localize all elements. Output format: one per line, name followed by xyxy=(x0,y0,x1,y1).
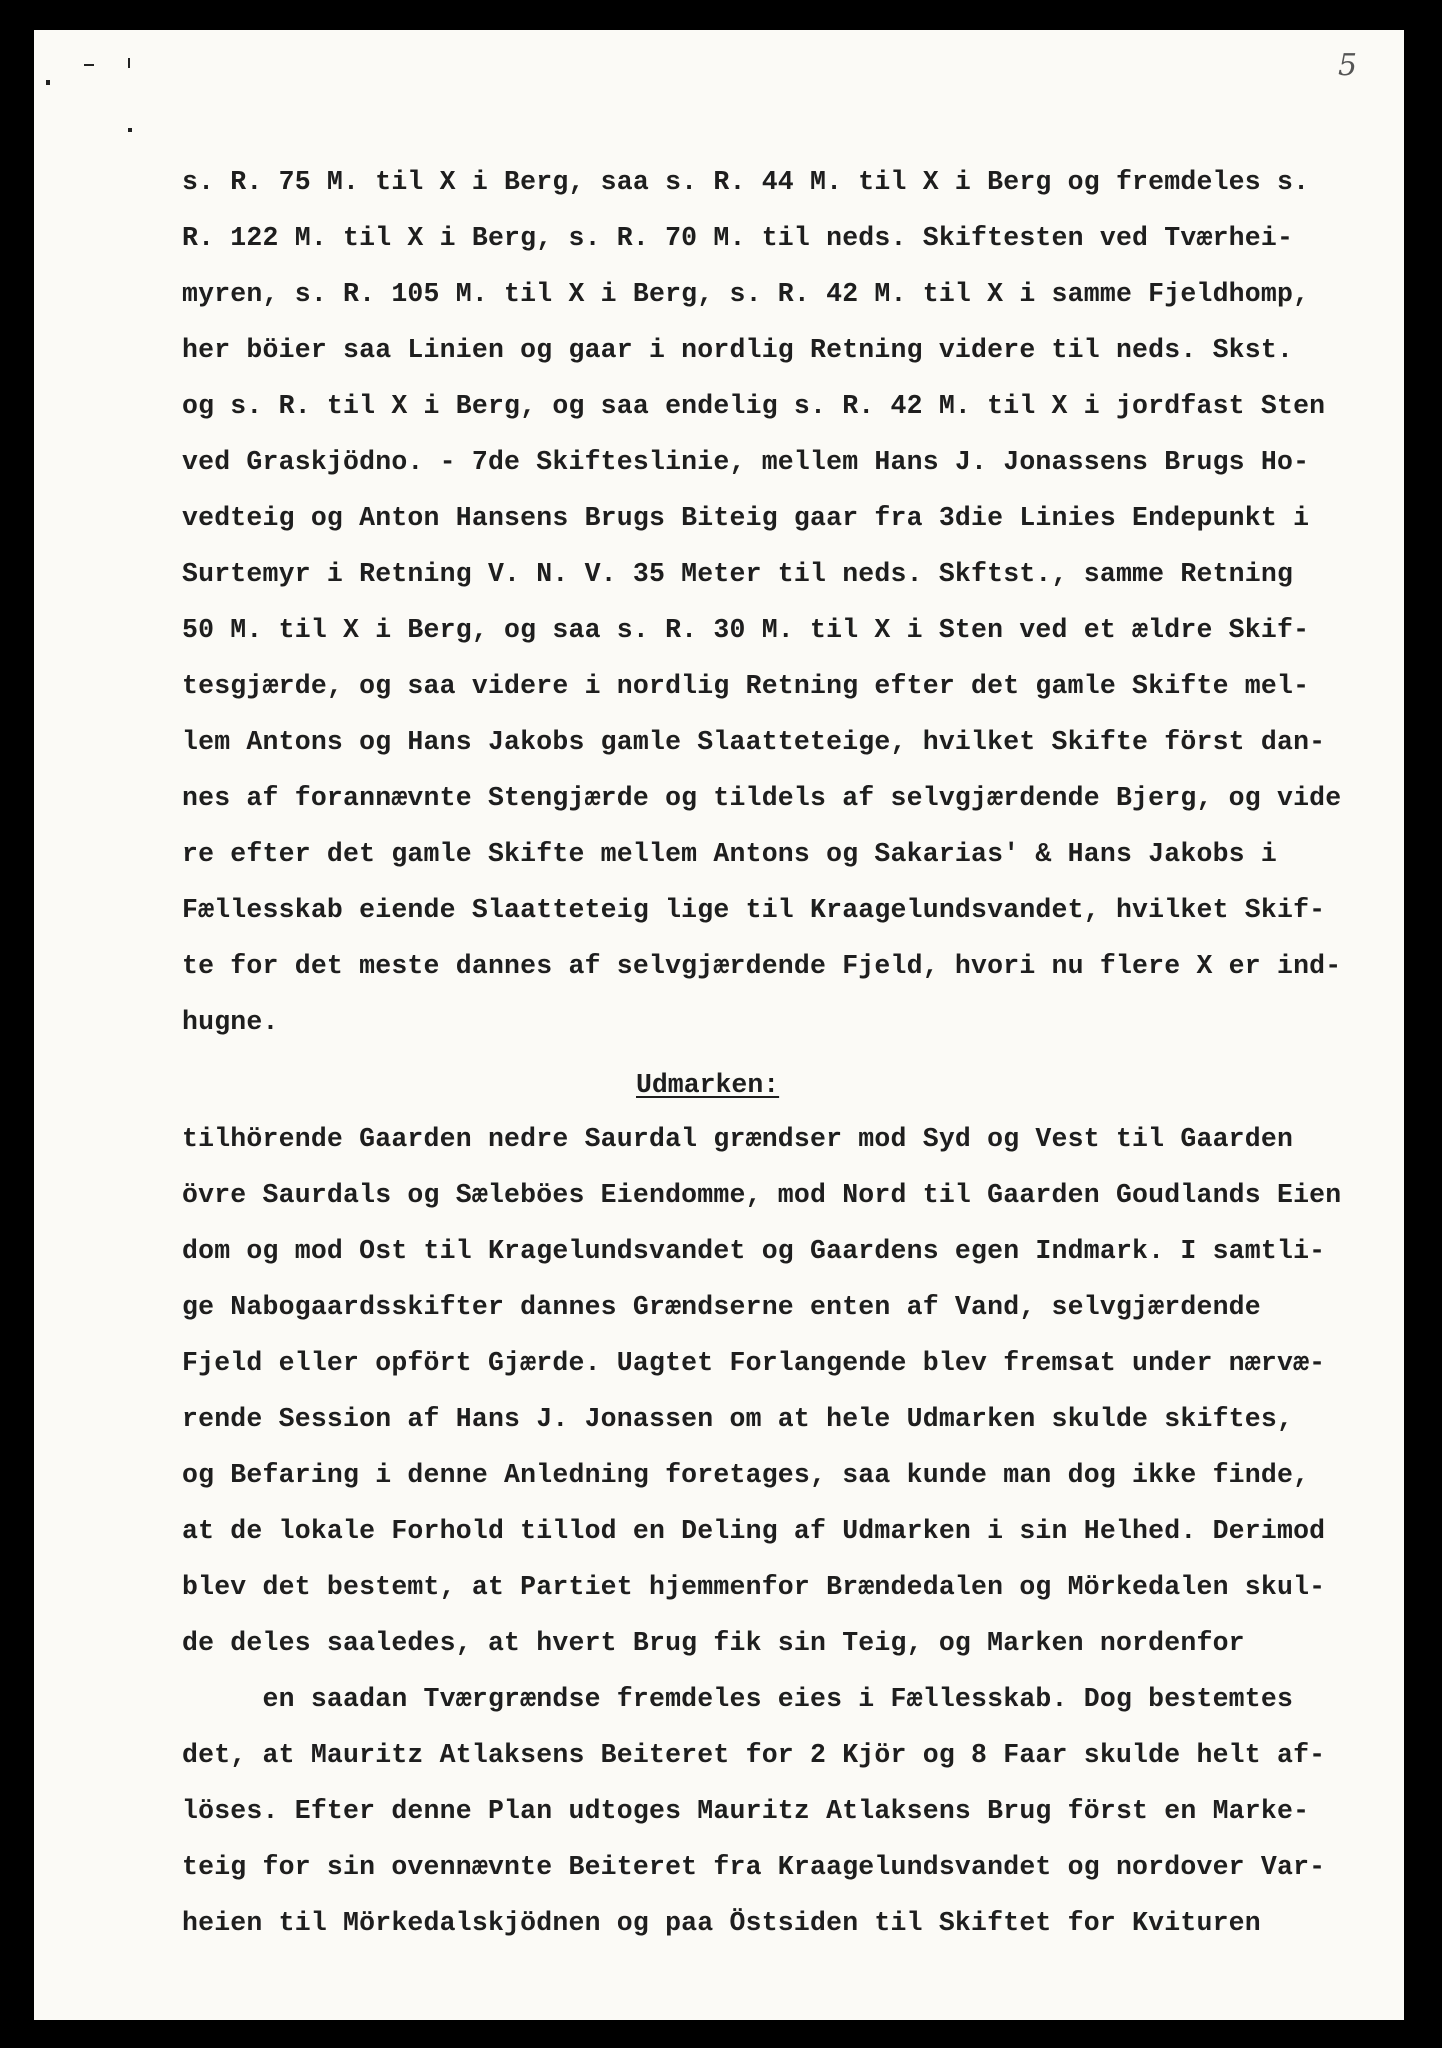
text-line: myren, s. R. 105 M. til X i Berg, s. R. 42 M. til X i samme Fjeldhomp, xyxy=(182,279,1310,309)
text-line: Fællesskab eiende Slaatteteig lige til Kraagelundsvandet, hvilket Skif- xyxy=(182,895,1326,925)
text-line: löses. Efter denne Plan udtoges Mauritz Atlaksens Brug först en Marke- xyxy=(182,1796,1310,1826)
margin-mark xyxy=(128,58,130,68)
text-line: 50 M. til X i Berg, og saa s. R. 30 M. til X i Sten ved et ældre Skif- xyxy=(182,615,1310,645)
text-line: blev det bestemt, at Partiet hjemmenfor Brændedalen og Mörkedalen skul- xyxy=(182,1572,1326,1602)
text-line: det, at Mauritz Atlaksens Beiteret for 2 Kjör og 8 Faar skulde helt af- xyxy=(182,1740,1326,1770)
text-line: nes af forannævnte Stengjærde og tildels af selvgjærdende Bjerg, og vide xyxy=(182,783,1342,813)
text-line: s. R. 75 M. til X i Berg, saa s. R. 44 M. til X i Berg og fremdeles s. xyxy=(182,167,1310,197)
text-line: tesgjærde, og saa videre i nordlig Retning efter det gamle Skifte mel- xyxy=(182,671,1310,701)
text-line: övre Saurdals og Sæleböes Eiendomme, mod Nord til Gaarden Goudlands Eien xyxy=(182,1180,1342,1210)
margin-mark xyxy=(128,128,132,132)
text-line: te for det meste dannes af selvgjærdende Fjeld, hvori nu flere X er ind- xyxy=(182,951,1342,981)
text-line: dom og mod Ost til Kragelundsvandet og Gaardens egen Indmark. I samtli- xyxy=(182,1236,1326,1266)
text-line: teig for sin ovennævnte Beiteret fra Kraagelundsvandet og nordover Var- xyxy=(182,1852,1326,1882)
text-line: at de lokale Forhold tillod en Deling af Udmarken i sin Helhed. Derimod xyxy=(182,1516,1326,1546)
text-line: ge Nabogaardsskifter dannes Grændserne enten af Vand, selvgjærdende xyxy=(182,1292,1261,1322)
text-line: R. 122 M. til X i Berg, s. R. 70 M. til neds. Skiftesten ved Tværhei- xyxy=(182,223,1294,253)
text-line: Surtemyr i Retning V. N. V. 35 Meter til neds. Skftst., samme Retning xyxy=(182,559,1294,589)
text-line: tilhörende Gaarden nedre Saurdal grændser mod Syd og Vest til Gaarden xyxy=(182,1124,1294,1154)
text-line: rende Session af Hans J. Jonassen om at hele Udmarken skulde skiftes, xyxy=(182,1404,1294,1434)
text-line: en saadan Tværgrændse fremdeles eies i Fællesskab. Dog bestemtes xyxy=(182,1684,1294,1714)
text-line: vedteig og Anton Hansens Brugs Biteig gaar fra 3die Linies Endepunkt i xyxy=(182,503,1310,533)
text-line: lem Antons og Hans Jakobs gamle Slaatteteige, hvilket Skifte först dan- xyxy=(182,727,1326,757)
margin-mark xyxy=(84,64,94,66)
text-line: heien til Mörkedalskjödnen og paa Östsiden til Skiftet for Kvituren xyxy=(182,1908,1261,1938)
text-line: re efter det gamle Skifte mellem Antons og Sakarias' & Hans Jakobs i xyxy=(182,839,1277,869)
page-number: 5 xyxy=(1338,48,1358,83)
margin-mark xyxy=(46,80,50,85)
text-line: og Befaring i denne Anledning foretages, saa kunde man dog ikke finde, xyxy=(182,1460,1310,1490)
text-line: Fjeld eller opfört Gjærde. Uagtet Forlangende blev fremsat under nærvæ- xyxy=(182,1348,1326,1378)
text-line: og s. R. til X i Berg, og saa endelig s. R. 42 M. til X i jordfast Sten xyxy=(182,391,1326,421)
text-line: hugne. xyxy=(182,1007,279,1037)
text-line: de deles saaledes, at hvert Brug fik sin Teig, og Marken nordenfor xyxy=(182,1628,1245,1658)
text-line: her böier saa Linien og gaar i nordlig Retning videre til neds. Skst. xyxy=(182,335,1294,365)
text-line: ved Graskjödno. - 7de Skifteslinie, mellem Hans J. Jonassens Brugs Ho- xyxy=(182,447,1310,477)
section-heading: Udmarken: xyxy=(636,1070,780,1100)
